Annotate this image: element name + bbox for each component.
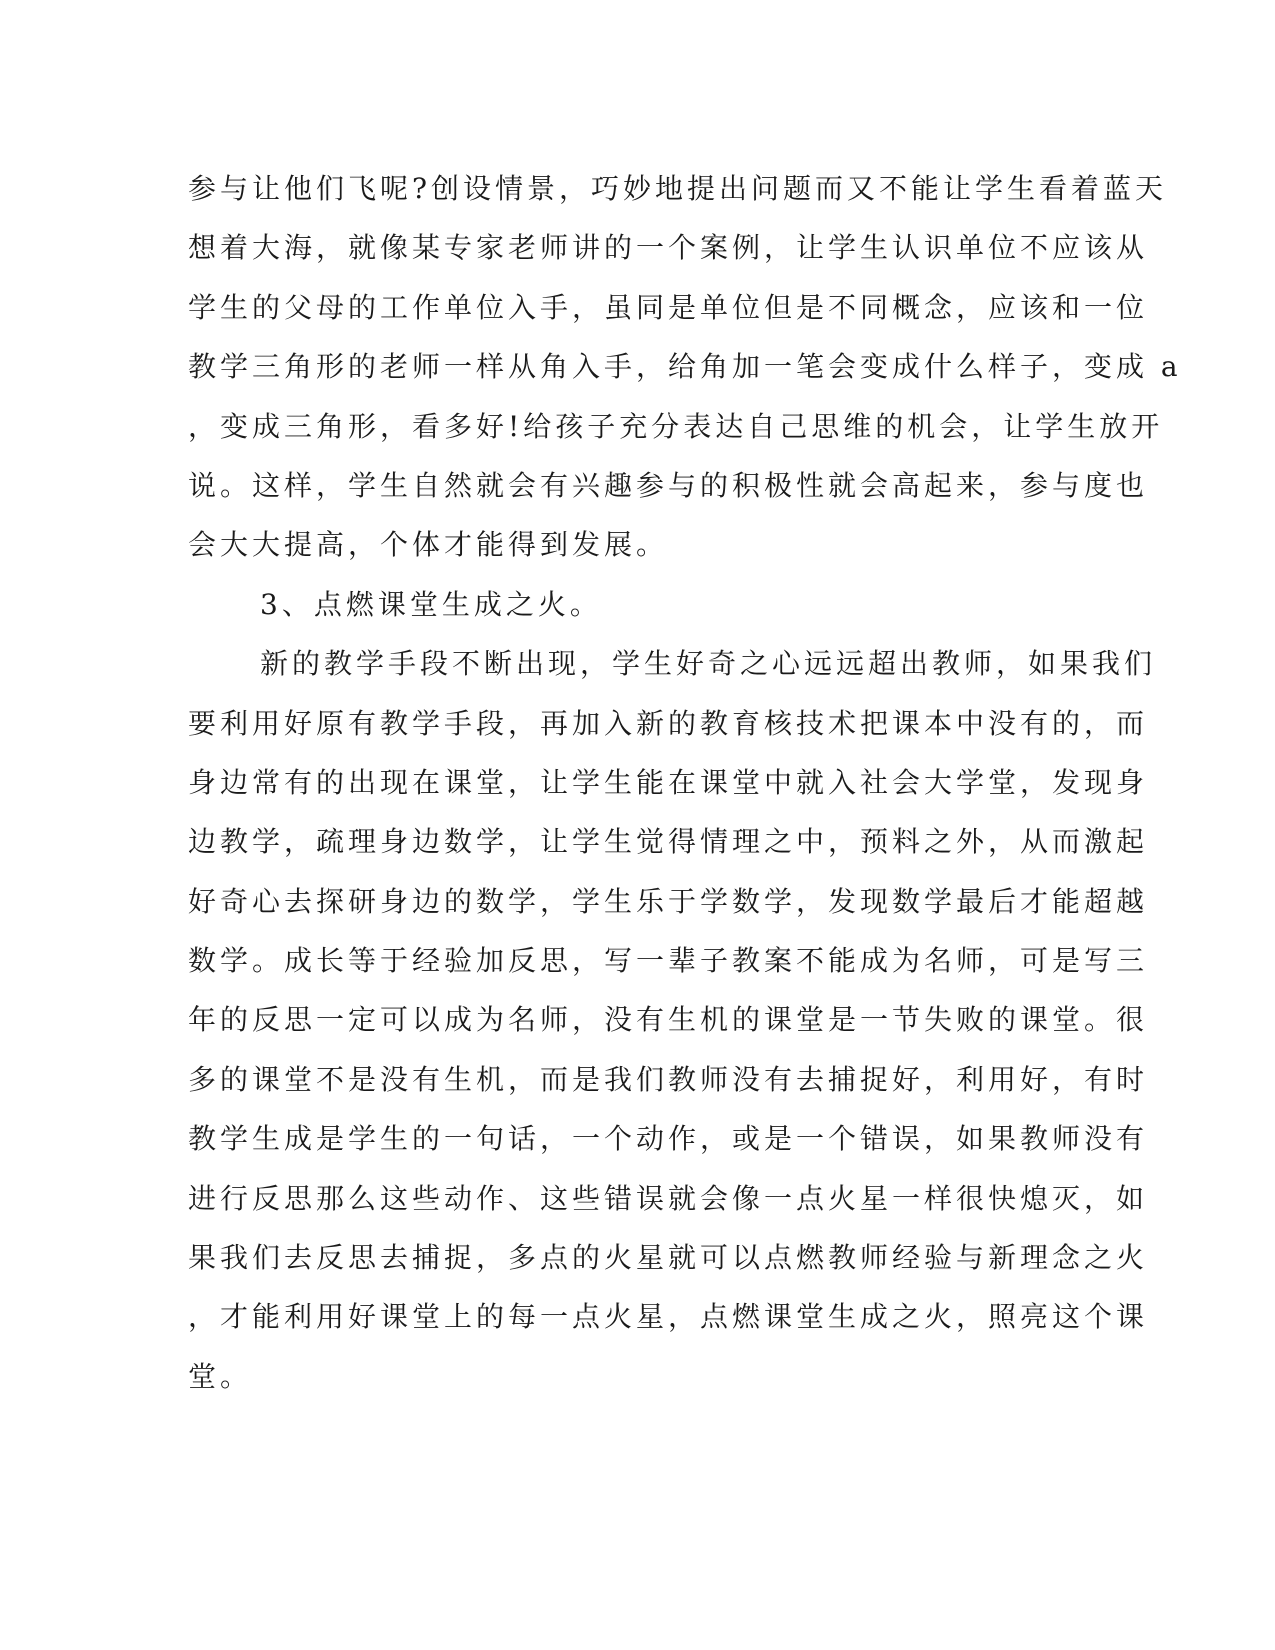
- text-line: 果我们去反思去捕捉，多点的火星就可以点燃教师经验与新理念之火: [188, 1241, 1149, 1275]
- text-line: 教学生成是学生的一句话，一个动作，或是一个错误，如果教师没有: [188, 1122, 1149, 1156]
- text-line: 年的反思一定可以成为名师，没有生机的课堂是一节失败的课堂。很: [188, 1003, 1149, 1037]
- text-line: 会大大提高，个体才能得到发展。: [188, 528, 669, 562]
- paragraph-1: [188, 159, 1182, 575]
- document-body: [188, 159, 1182, 1406]
- text-line: 新的教学手段不断出现，学生好奇之心远远超出教师，如果我们: [260, 647, 1157, 681]
- section-heading-3: [188, 575, 1068, 634]
- text-line: 好奇心去探研身边的数学，学生乐于学数学，发现数学最后才能超越: [188, 884, 1149, 918]
- text-line: 学生的父母的工作单位入手，虽同是单位但是不同概念，应该和一位: [188, 290, 1149, 324]
- text-line: 想着大海，就像某专家老师讲的一个案例，让学生认识单位不应该从: [188, 231, 1149, 265]
- text-line: 数学。成长等于经验加反思，写一辈子教案不能成为名师，可是写三: [188, 944, 1149, 978]
- text-line: 进行反思那么这些动作、这些错误就会像一点火星一样很快熄灭，如: [188, 1181, 1149, 1215]
- text-line: 边教学，疏理身边数学，让学生觉得情理之中，预料之外，从而激起: [188, 825, 1149, 859]
- text-line: 要利用好原有教学手段，再加入新的教育核技术把课本中没有的，而: [188, 706, 1149, 740]
- text-line: 教学三角形的老师一样从角入手，给角加一笔会变成什么样子，变成 a: [188, 350, 1182, 384]
- text-line: 多的课堂不是没有生机，而是我们教师没有去捕捉好，利用好，有时: [188, 1062, 1149, 1096]
- paragraph-2: [188, 634, 1157, 1406]
- text-line: 参与让他们飞呢?创设情景，巧妙地提出问题而又不能让学生看着蓝天: [188, 172, 1168, 205]
- text-line: ，才能利用好课堂上的每一点火星，点燃课堂生成之火，照亮这个课: [188, 1300, 1149, 1334]
- text-line: ，变成三角形，看多好!给孩子充分表达自己思维的机会，让学生放开: [188, 409, 1164, 443]
- text-line: 堂。: [188, 1359, 253, 1393]
- text-line: 身边常有的出现在课堂，让学生能在课堂中就入社会大学堂，发现身: [188, 765, 1149, 799]
- heading-line: 3、点燃课堂生成之火。: [260, 587, 602, 621]
- text-line: 说。这样，学生自然就会有兴趣参与的积极性就会高起来，参与度也: [188, 468, 1149, 502]
